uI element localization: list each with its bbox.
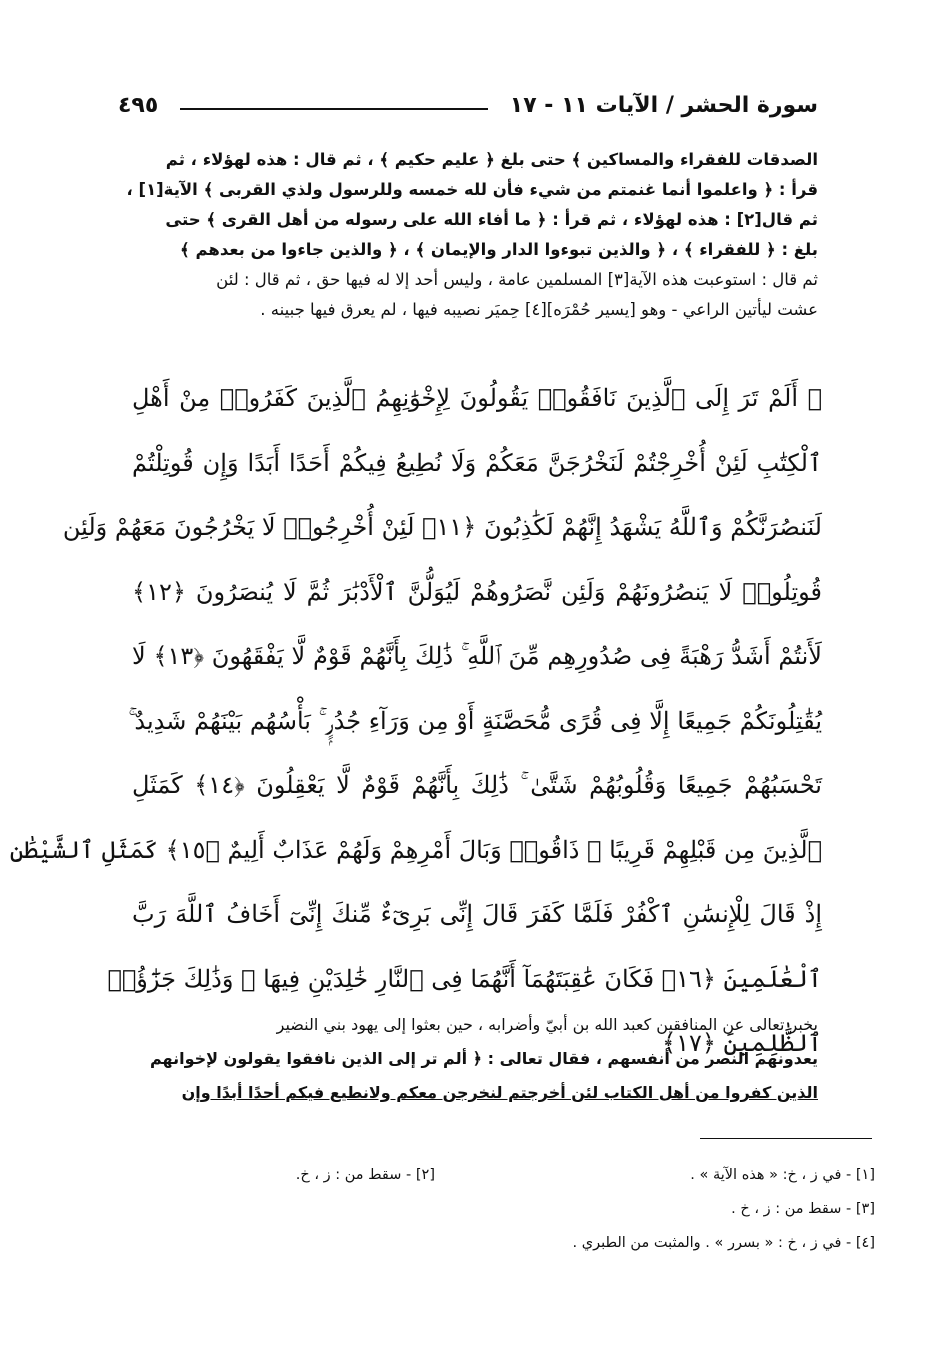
footnote-row: [140, 1158, 875, 1192]
prose-line: قرأ : ﴿ واعلموا أنما غنمتم من شيء فأن لله خمسه وللرسول ولذي القربى ﴾ الآية[١] ،: [126, 180, 818, 199]
verse-line: لَأَنتُمْ أَشَدُّ رَهْبَةً فِى صُدُورِهِم مِّنَ ٱللَّهِ ۚ ذَٰلِكَ بِأَنَّهُمْ قَوْمٌ لَّا يَفْقَهُونَ ﴿١٣﴾ لَا: [132, 642, 822, 670]
prose-line: الذين كفروا من أهل الكتاب لئن أخرجتم لنخرجن معكم ولانطيع فيكم أحدًا أبدًا وإن: [181, 1083, 818, 1102]
verse-line: لَنَنصُرَنَّكُمْ وَٱللَّهُ يَشْهَدُ إِنَّهُمْ لَكَٰذِبُونَ ﴿١١﴾ لَئِنْ أُخْرِجُوا۟ لَا يَخْرُجُونَ مَعَهُمْ وَلَئِن: [62, 513, 822, 541]
prose-line: ثم قال : استوعبت هذه الآية[٣] المسلمين عامة ، وليس أحد إلا له فيها حق ، ثم قال : لئن: [216, 270, 818, 289]
commentary-bottom: [118, 1008, 818, 1110]
footnote: [٣] - سقط من : ز ، خ .: [731, 1201, 875, 1217]
header-rule: [180, 108, 487, 110]
footnotes: [140, 1158, 875, 1260]
prose-line: يعدونهم النصر من أنفسهم ، فقال تعالى : ﴿ ألم تر إلى الذين نافقوا يقولون لإخوانهم: [150, 1049, 818, 1068]
prose-line: يخبر تعالى عن المنافقين كعبد الله بن أبيّ وأضرابه ، حين بعثوا إلى يهود بني النضير: [276, 1015, 818, 1034]
footnote: [٤] - في ز ، خ : « بسرر » . والمثبت من الطبري .: [572, 1235, 875, 1251]
prose-line: الصدقات للفقراء والمساكين ﴾ حتى بلغ ﴿ عليم حكيم ﴾ ، ثم قال : هذه لهؤلاء ، ثم: [165, 150, 818, 169]
page-number: ٤٩٥: [118, 93, 159, 118]
verse-line: ۞ أَلَمْ تَرَ إِلَى ٱلَّذِينَ نَافَقُوا۟ يَقُولُونَ لِإِخْوَٰنِهِمُ ٱلَّذِينَ كَفَرُوا۟ مِنْ أَهْلِ: [132, 384, 822, 412]
verse-line: ٱلظَّٰلِمِينَ ﴿١٧﴾: [662, 1029, 822, 1057]
verse-line: إِذْ قَالَ لِلْإِنسَٰنِ ٱكْفُرْ فَلَمَّا كَفَرَ قَالَ إِنِّى بَرِىٓءٌ مِّنكَ إِنِّىٓ أَخَافُ ٱللَّهَ رَبَّ: [132, 900, 822, 928]
footnote: [١] - في ز ، خ: « هذه الآية » .: [690, 1167, 875, 1183]
verse-line: قُوتِلُوا۟ لَا يَنصُرُونَهُمْ وَلَئِن نَّصَرُوهُمْ لَيُوَلُّنَّ ٱلْأَدْبَٰرَ ثُمَّ لَا يُنصَرُونَ ﴿١٢﴾: [132, 577, 822, 606]
prose-line: ثم قال[٢] : هذه لهؤلاء ، ثم قرأ : ﴿ ما أفاء الله على رسوله من أهل القرى ﴾ حتى: [165, 210, 818, 229]
page-header: [118, 78, 818, 118]
commentary-top: [118, 145, 818, 325]
quran-verses: [9, 366, 822, 1076]
verse-line: تَحْسَبُهُمْ جَمِيعًا وَقُلُوبُهُمْ شَتَّىٰ ۚ ذَٰلِكَ بِأَنَّهُمْ قَوْمٌ لَّا يَعْقِلُونَ ﴿١٤﴾ كَمَثَلِ: [132, 771, 822, 799]
footnote-row: [140, 1226, 875, 1260]
prose-line: عشت ليأتين الراعي - وهو [يسير حُمْرَه][٤] حِميَر نصيبه فيها ، لم يعرق فيها جبينه .: [260, 300, 818, 319]
footnote-rule: [700, 1138, 872, 1139]
verse-line: ٱلَّذِينَ مِن قَبْلِهِمْ قَرِيبًا ۖ ذَاقُوا۟ وَبَالَ أَمْرِهِمْ وَلَهُمْ عَذَابٌ أَلِيمٌ ﴿١٥﴾ كَمَثَلِ ٱلشَّيْطَٰنِ: [9, 835, 822, 864]
verse-line: ٱلْعَٰلَمِينَ ﴿١٦﴾ فَكَانَ عَٰقِبَتَهُمَآ أَنَّهُمَا فِى ٱلنَّارِ خَٰلِدَيْنِ فِيهَا ۚ وَذَٰلِكَ جَزَٰٓؤُا۟: [107, 964, 822, 993]
verse-line: ٱلْكِتَٰبِ لَئِنْ أُخْرِجْتُمْ لَنَخْرُجَنَّ مَعَكُمْ وَلَا نُطِيعُ فِيكُمْ أَحَدًا أَبَدًا وَإِن قُوتِلْتُمْ: [132, 448, 822, 477]
verse-line: يُقَٰتِلُونَكُمْ جَمِيعًا إِلَّا فِى قُرًى مُّحَصَّنَةٍ أَوْ مِن وَرَآءِ جُدُرٍۭ ۚ بَأْسُهُم بَيْنَهُمْ شَدِيدٌ ۚ: [128, 706, 822, 735]
footnote: [٢] - سقط من : ز ، خ.: [295, 1167, 435, 1183]
prose-line: بلغ : ﴿ للفقراء ﴾ ، ﴿ والذين تبوءوا الدار والإيمان ﴾ ، ﴿ والذين جاءوا من بعدهم ﴾: [180, 240, 818, 259]
running-title: سورة الحشر / الآيات ١١ - ١٧: [509, 93, 818, 118]
footnote-row: [140, 1192, 875, 1226]
